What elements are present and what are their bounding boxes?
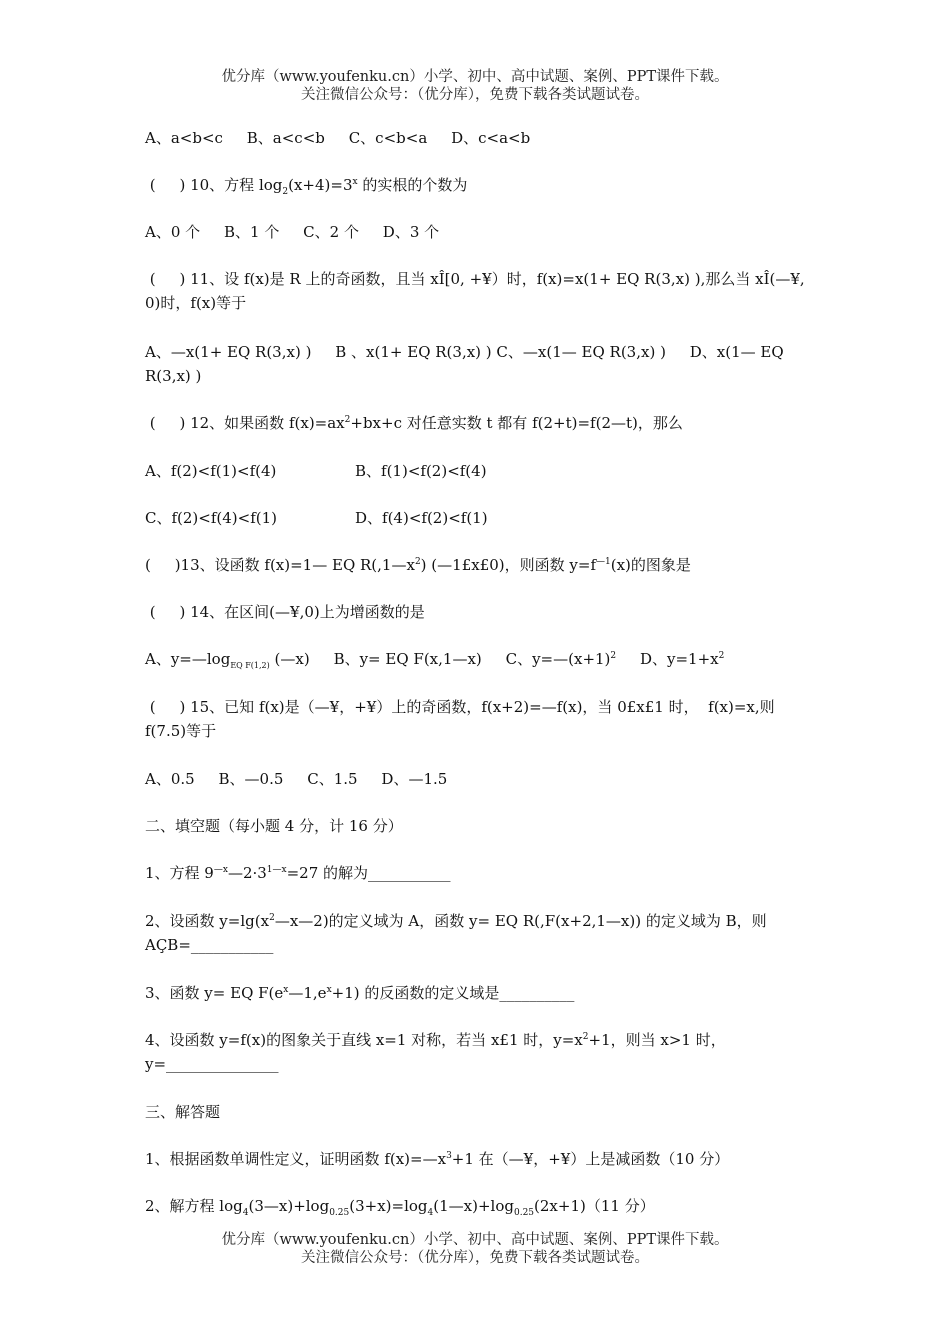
footer-line-1: 优分库（www.youfenku.cn）小学、初中、高中试题、案例、PPT课件下载。 [221,1232,729,1248]
q12-options-row1 [145,459,805,483]
section-2-title: 二、填空题（每小题 4 分，计 16 分） [145,817,403,835]
page-footer [0,1231,950,1267]
page-header [0,68,950,104]
header-line-2: 关注微信公众号：（优分库），免费下载各类试题试卷。 [301,87,649,103]
q14-option-d: D、$y=1+x^2$ [639,650,725,668]
q12-options-row2 [145,506,805,530]
solve-1: 1、根据函数单调性定义，证明函数 $f(x)=—x^3+1$ 在（—¥，+¥）上是减函数（10 分） [145,1150,730,1168]
q12-option-b: B、f(1)<f(2)<f(4) [355,462,487,480]
q10-options: A、0 个 B、1 个 C、2 个 D、3 个 [145,223,440,241]
q14-options [145,647,805,671]
solve-2: 2、解方程 $\log_4(3—x)+\log_{0.25}(3+x)=\log_4(1—x)+\log_{0.25}(2x+1)(11$ 分） [145,1197,655,1218]
q14-stem: ( ) 14、在区间(—¥,0)上为增函数的是 [145,603,425,621]
q12-stem: ( ) 12、如果函数 $f(x)=ax^2+bx+c$ 对任意实数 t 都有 f(2+t)=f(2—t)，那么 [145,414,683,432]
q10-stem: ( ) 10、方程 $\log_2(x+4)=3^x$ 的实根的个数为 [145,176,468,197]
fill-1: 1、方程 $9^{—x}—2\cdot 3^{1—x}=27$ 的解为___________ [145,864,451,882]
q14-option-a: A、$y=—\log_{EQ F(1,2)}$ (—x) [145,650,310,670]
q11-stem: ( ) 11、设 f(x)是 R 上的奇函数，且当 xÎ[0, +¥）时，f(x)=x(1+ EQ R(3,x) ),那么当 xÎ(—¥, 0)时，f(x)等于 [145,270,810,312]
footer-line-2: 关注微信公众号：（优分库），免费下载各类试题试卷。 [301,1250,649,1266]
q12-option-a: A、f(2)<f(1)<f(4) [145,462,277,480]
q12-option-d: D、f(4)<f(2)<f(1) [355,509,488,527]
q15-options: A、0.5 B、—0.5 C、1.5 D、—1.5 [145,770,448,788]
q12-option-c: C、f(2)<f(4)<f(1) [145,509,278,527]
fill-4: 4、设函数 y=f(x)的图象关于直线 x=1 对称，若当 x£1 时，$y=x^2+1$，则当 x>1 时，y=_______________ [145,1031,726,1073]
q13-stem: ( )13、设函数 f(x)=1— EQ $R(,1—x^2)$ (—1£x£0)，则函数 $y=f^{—1}(x)$的图象是 [145,556,691,574]
fill-3: 3、函数 y= EQ $F(e^x—1,e^x+1)$ 的反函数的定义域是__________ [145,984,575,1002]
q11-options: A、—x(1+ EQ R(3,x) ) B 、x(1+ EQ R(3,x) ) C、—x(1— EQ R(3,x) ) D、x(1— EQ R(3,x) ) [145,343,789,385]
q14-option-b: B、y= EQ F(x,1—x) [333,650,482,668]
q14-option-c: C、$y=—(x+1)^2$ [505,650,617,668]
fill-2: 2、设函数 $y=\lg(x^2—x—2)$的定义域为 A，函数 y= EQ R(,F(x+2,1—x)) 的定义域为 B，则 AÇB=___________ [145,912,772,954]
q9-options: A、a<b<c B、a<c<b C、c<b<a D、c<a<b [145,129,531,147]
header-line-1: 优分库（www.youfenku.cn）小学、初中、高中试题、案例、PPT课件下载。 [221,69,729,85]
q15-stem: ( ) 15、已知 f(x)是（—¥，+¥）上的奇函数，f(x+2)=—f(x)，当 0£x£1 时， f(x)=x,则 f(7.5)等于 [145,698,780,740]
section-3-title: 三、解答题 [145,1103,221,1121]
